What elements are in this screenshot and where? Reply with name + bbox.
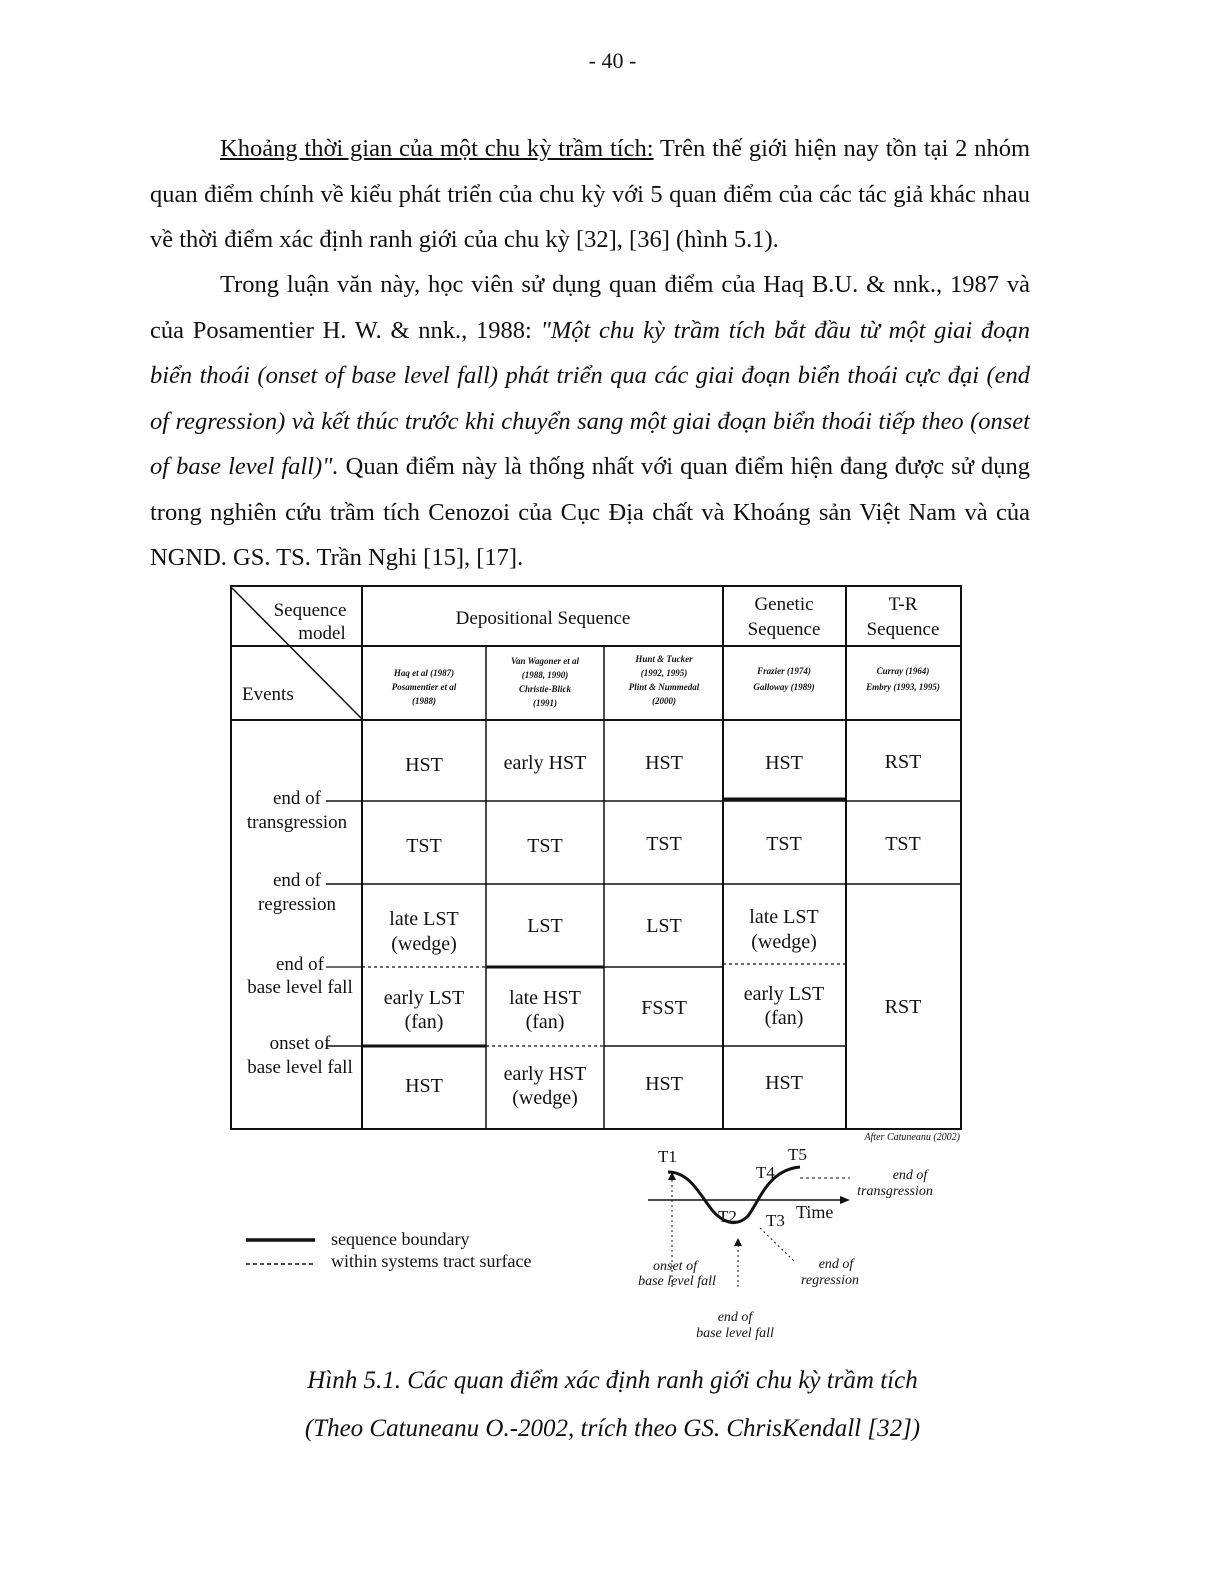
author-3-line3: Plint & Nummedal [628, 682, 700, 692]
cell-c4-r3b: (wedge) [751, 931, 817, 953]
header-tr-2: Sequence [866, 619, 940, 640]
author-2-line2: (1988, 1990) [521, 670, 569, 680]
cell-c2-r1: early HST [503, 752, 587, 774]
cell-c1-r5: HST [405, 1075, 443, 1097]
event-end-regression-2: regression [257, 894, 337, 915]
curve-end-regression-1: end of [818, 1257, 854, 1272]
cell-c5-r1: RST [884, 751, 922, 773]
legend-solid-label: sequence boundary [331, 1229, 470, 1249]
curve-t2: T2 [718, 1207, 737, 1226]
caption-line-2: (Theo Catuneanu O.-2002, trích theo GS. ChrisKendall [32]) [304, 1415, 921, 1442]
curve-end-transgression-2: transgression [857, 1184, 933, 1199]
cell-c1-r2: TST [406, 835, 442, 857]
cell-c3-r4: FSST [641, 997, 687, 1019]
curve-onset-2: base level fall [638, 1274, 716, 1289]
event-end-transgression-1: end of [272, 788, 322, 809]
header-tr-1: T-R [888, 594, 918, 615]
cell-c4-r2: TST [766, 833, 802, 855]
after-note: After Catuneanu (2002) [864, 1132, 960, 1143]
cell-c3-r3: LST [646, 915, 682, 937]
header-genetic-1: Genetic [754, 594, 814, 615]
cell-c4-r4b: (fan) [764, 1007, 804, 1029]
curve-t5: T5 [788, 1145, 807, 1164]
curve-onset-1: onset of [653, 1259, 697, 1274]
author-3-line1: Hunt & Tucker [635, 654, 693, 664]
event-end-transgression-2: transgression [246, 812, 348, 833]
cell-c2-r3: LST [527, 915, 563, 937]
author-3-line4: (2000) [652, 696, 676, 706]
paragraph-1-text: Trên thế giới hiện nay tồn tại 2 nhóm quan điểm chính về kiểu phát triển của chu kỳ với 5 quan điểm của các tác giả khác nhau về thời điểm xác định ranh giới của chu kỳ [32], [36] (hình 5.1). [150, 135, 1031, 253]
cell-c5-r2: TST [885, 833, 921, 855]
paragraph-1-heading: Khoảng thời gian của một chu kỳ trầm tích: [220, 135, 654, 162]
curve-t3: T3 [766, 1211, 785, 1230]
cell-c1-r3a: late LST [389, 908, 459, 930]
header-genetic-2: Sequence [747, 619, 821, 640]
paragraph-2-text-a: Trong luận văn này, học viên sử dụng quan điểm của Haq B.U. & nnk., 1987 và của Posamentier H. W. & nnk., 1988: [150, 271, 1030, 344]
cell-c2-r4b: (fan) [525, 1011, 565, 1033]
curve-end-transgression-1: end of [892, 1168, 928, 1183]
cell-c4-r1: HST [765, 752, 803, 774]
curve-time-label: Time [796, 1202, 834, 1222]
cell-c3-r5: HST [645, 1073, 683, 1095]
page-number: - 40 - [588, 48, 637, 73]
author-1-line2: Posamentier et al [391, 682, 457, 692]
legend-dashed-label: within systems tract surface [331, 1251, 532, 1271]
cell-c2-r5a: early HST [503, 1063, 587, 1085]
curve-t4: T4 [756, 1163, 775, 1182]
author-2-line4: (1991) [533, 698, 557, 708]
paragraph-2-text-b: Quan điểm này là thống nhất với quan điểm hiện đang được sử dụng trong nghiên cứu trầm tích Cenozoi của Cục Địa chất và Khoáng sản Việt Nam và của NGND. GS. TS. Trần Nghi [15], [17]. [150, 453, 1030, 571]
cell-c1-r4b: (fan) [404, 1011, 444, 1033]
cell-c4-r4a: early LST [743, 983, 825, 1005]
author-1-line1: Haq et al (1987) [393, 668, 455, 678]
cell-c3-r1: HST [645, 752, 683, 774]
cell-c5-r3: RST [884, 996, 922, 1018]
header-depositional: Depositional Sequence [455, 608, 631, 629]
author-5-line2: Embry (1993, 1995) [866, 682, 940, 692]
cell-c1-r1: HST [405, 754, 443, 776]
event-end-base-level-fall-1: end of [275, 954, 325, 975]
author-2-line1: Van Wagoner et al [511, 656, 579, 666]
curve-end-base-level-fall-2: base level fall [696, 1326, 774, 1341]
caption-line-1: Hình 5.1. Các quan điểm xác định ranh giới chu kỳ trầm tích [307, 1367, 918, 1394]
curve-t1: T1 [658, 1147, 677, 1166]
cell-c1-r4a: early LST [383, 987, 465, 1009]
author-4-line1: Frazier (1974) [757, 666, 811, 676]
event-onset-base-level-fall-1: onset of [269, 1033, 331, 1054]
table-frame [231, 586, 961, 1129]
cell-c3-r2: TST [646, 833, 682, 855]
author-5-line1: Curray (1964) [876, 666, 930, 676]
corner-label-events: Events [242, 684, 294, 705]
author-2-line3: Christie-Blick [518, 684, 572, 694]
author-3-line2: (1992, 1995) [640, 668, 688, 678]
author-1-line3: (1988) [412, 696, 436, 706]
cell-c2-r2: TST [527, 835, 563, 857]
cell-c2-r4a: late HST [509, 987, 581, 1009]
author-4-line2: Galloway (1989) [753, 682, 815, 692]
cell-c4-r5: HST [765, 1072, 803, 1094]
event-end-regression-1: end of [272, 870, 322, 891]
corner-label-top2: model [298, 623, 346, 644]
cell-c4-r3a: late LST [749, 906, 819, 928]
curve-end-regression-2: regression [800, 1273, 860, 1288]
cell-c2-r5b: (wedge) [512, 1087, 578, 1109]
corner-label-top1: Sequence [273, 600, 347, 621]
paragraph-2-quote: "Một chu kỳ trầm tích bắt đầu từ một giai đoạn biển thoái (onset of base level fall) phát triển qua các giai đoạn biển thoái cực đại (end of regression) và kết thúc trước khi chuyển sang một giai đoạn biển thoái tiếp theo (onset of base level fall)". [150, 316, 1030, 480]
event-end-base-level-fall-2: base level fall [247, 977, 353, 998]
curve-end-base-level-fall-1: end of [717, 1310, 753, 1325]
cell-c1-r3b: (wedge) [391, 933, 457, 955]
event-onset-base-level-fall-2: base level fall [247, 1057, 353, 1078]
